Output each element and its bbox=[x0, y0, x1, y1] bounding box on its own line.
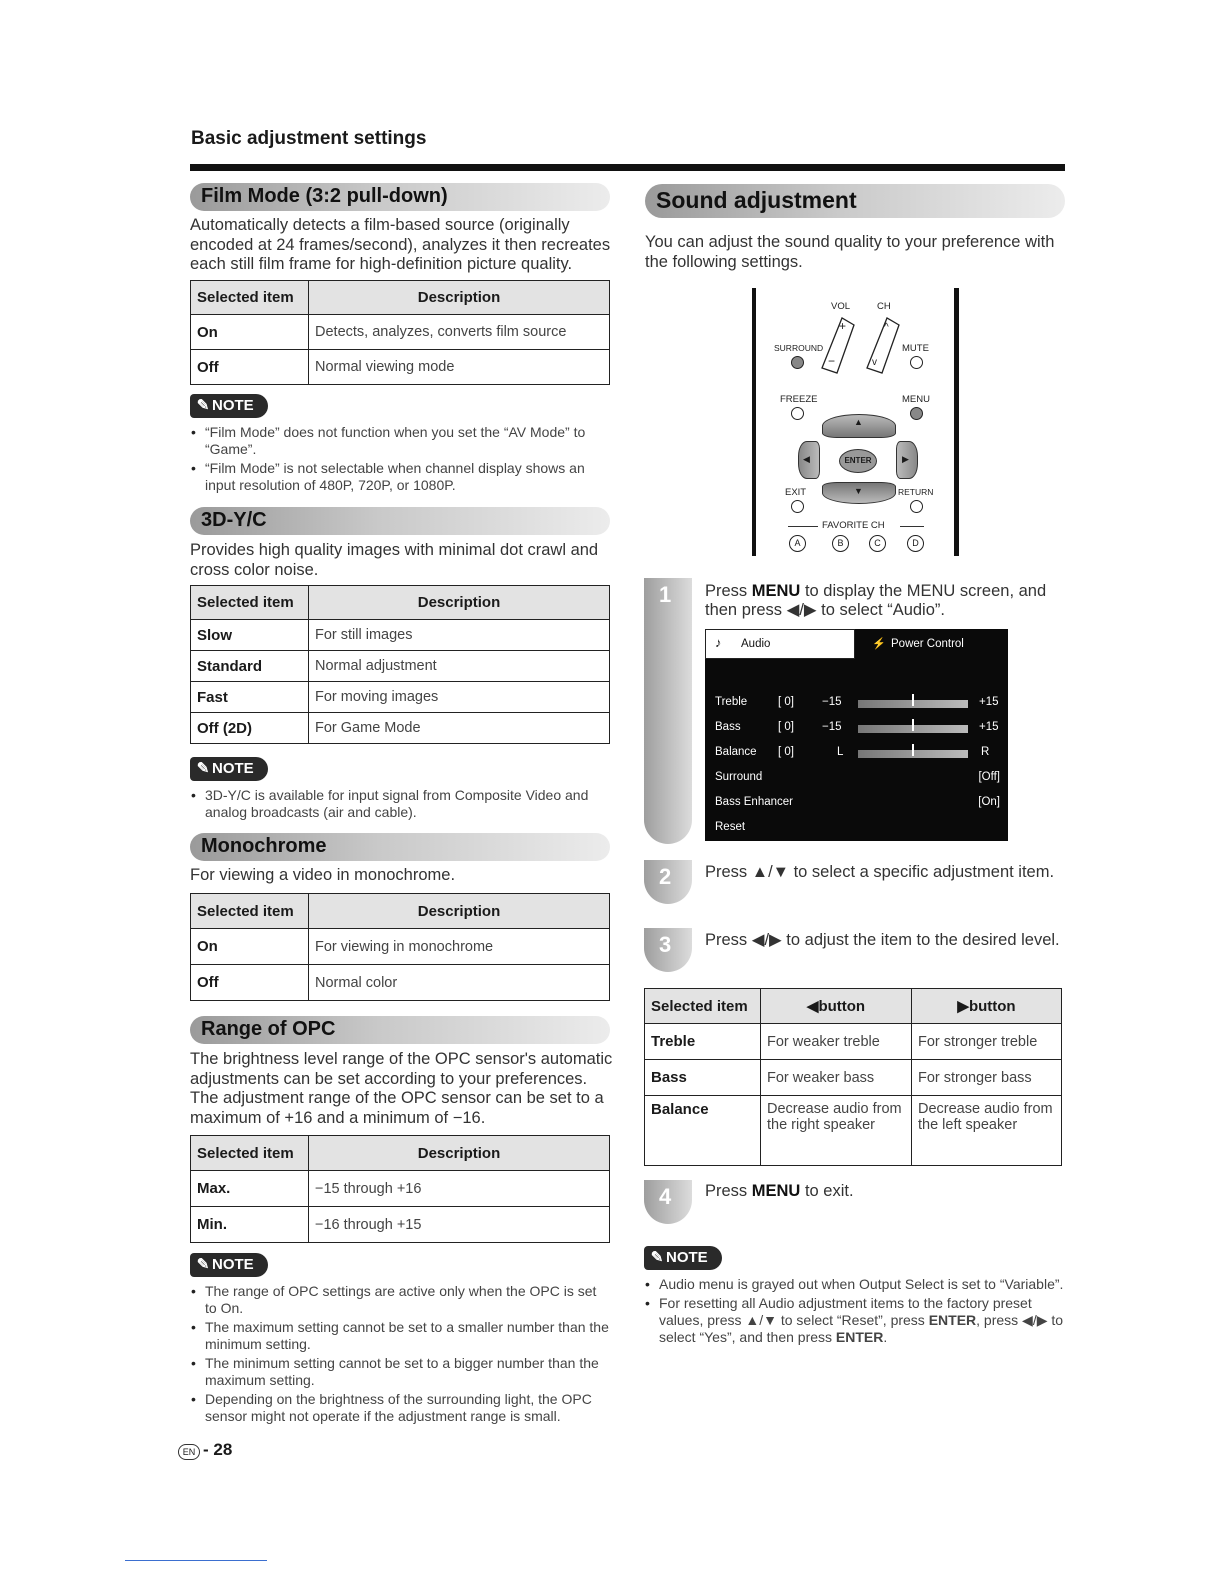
table-header: Description bbox=[309, 586, 610, 620]
table-row bbox=[645, 1060, 1062, 1096]
step-text-part: to display the MENU screen, and then press ◀/▶ to select “Audio”. bbox=[705, 582, 1047, 619]
svg-text:+: + bbox=[839, 319, 847, 333]
divider bbox=[788, 526, 818, 527]
freeze-label: FREEZE bbox=[780, 394, 818, 405]
menu-row-label: Treble bbox=[715, 696, 748, 708]
menu-button[interactable] bbox=[910, 407, 923, 420]
list-item: • The minimum setting cannot be set to a bigger number than the maximum setting. bbox=[191, 1355, 611, 1389]
step-2-text: Press ▲/▼ to select a specific adjustment item. bbox=[705, 863, 1055, 881]
pencil-icon: ✎ bbox=[650, 1249, 664, 1266]
menu-row-value: [ 0] bbox=[778, 746, 794, 758]
mute-button[interactable] bbox=[910, 356, 923, 369]
bass-slider[interactable] bbox=[858, 725, 968, 733]
note-label: NOTE bbox=[212, 760, 254, 777]
table-cell-desc: Normal viewing mode bbox=[309, 350, 610, 385]
footer-line bbox=[125, 1560, 267, 1561]
sound-intro: You can adjust the sound quality to your preference with the following settings. bbox=[645, 233, 1055, 271]
step-1-tab bbox=[644, 578, 692, 844]
table-cell-desc: For moving images bbox=[309, 682, 610, 713]
yc3d-intro: Provides high quality images with minimal dot crawl and cross color noise. bbox=[190, 541, 599, 579]
fav-a-button[interactable]: A bbox=[789, 535, 806, 552]
table-cell-item: Treble bbox=[645, 1024, 761, 1060]
remote-edge-left bbox=[752, 288, 756, 556]
table-cell-item: Bass bbox=[645, 1060, 761, 1096]
slider-min: −15 bbox=[822, 696, 842, 708]
up-triangle-icon: ▲ bbox=[854, 417, 863, 427]
step-text-bold: MENU bbox=[751, 1182, 801, 1200]
monochrome-intro: For viewing a video in monochrome. bbox=[190, 866, 456, 884]
table-cell-desc: Normal color bbox=[309, 965, 610, 1001]
step-4-tab bbox=[644, 1180, 692, 1224]
table-cell-desc: −15 through +16 bbox=[309, 1171, 610, 1207]
table-row bbox=[191, 1171, 610, 1207]
left-arrow-button[interactable] bbox=[798, 441, 820, 479]
opc-heading-bar bbox=[190, 1016, 610, 1044]
list-item bbox=[645, 1295, 1065, 1346]
list-item: • The range of OPC settings are active only when the OPC is set to On. bbox=[191, 1283, 611, 1317]
page-number-value: 28 bbox=[213, 1440, 233, 1459]
menu-row-label: Bass Enhancer bbox=[715, 796, 793, 808]
table-cell-desc: For viewing in monochrome bbox=[309, 929, 610, 965]
fav-d-button[interactable]: D bbox=[907, 535, 924, 552]
pencil-icon: ✎ bbox=[196, 397, 210, 414]
table-cell-right: For stronger bass bbox=[912, 1060, 1062, 1096]
table-cell-item: Off bbox=[191, 965, 309, 1001]
tab-power-label: Power Control bbox=[891, 638, 964, 650]
audio-menu-screen bbox=[705, 629, 1008, 841]
pencil-icon: ✎ bbox=[196, 760, 210, 777]
step-text-bold: MENU bbox=[751, 582, 801, 600]
step-text-part: Press bbox=[705, 1182, 752, 1200]
menu-row-bass[interactable] bbox=[715, 719, 1000, 741]
table-header: Selected item bbox=[191, 281, 309, 315]
tab-power-control[interactable] bbox=[857, 629, 1008, 659]
film-mode-notes bbox=[191, 424, 611, 496]
table-cell-item: Min. bbox=[191, 1207, 309, 1243]
note-badge bbox=[190, 757, 268, 781]
step-4-text bbox=[705, 1182, 1065, 1201]
sound-table bbox=[644, 988, 1062, 1166]
slider-handle[interactable] bbox=[912, 744, 914, 756]
table-cell-left: For weaker bass bbox=[761, 1060, 912, 1096]
table-cell-right: Decrease audio from the left speaker bbox=[912, 1096, 1062, 1166]
menu-row-label: Surround bbox=[715, 771, 763, 783]
step-2-tab bbox=[644, 860, 692, 904]
yc3d-notes bbox=[191, 787, 611, 823]
list-item: • 3D-Y/C is available for input signal from Composite Video and analog broadcasts (air and cable). bbox=[191, 787, 611, 821]
note-badge bbox=[190, 1253, 268, 1277]
step-number: 2 bbox=[659, 864, 672, 889]
opc-heading: Range of OPC bbox=[201, 1018, 336, 1040]
step-text-part: Press bbox=[705, 582, 752, 600]
mute-label: MUTE bbox=[902, 343, 929, 354]
yc3d-heading: 3D-Y/C bbox=[201, 509, 267, 531]
table-cell-desc: For Game Mode bbox=[309, 713, 610, 744]
step-number: 3 bbox=[659, 932, 672, 957]
right-triangle-icon: ▶ bbox=[902, 454, 909, 464]
list-item: • Depending on the brightness of the surrounding light, the OPC sensor might not operate if the adjustment range is small. bbox=[191, 1391, 611, 1425]
menu-row-label: Reset bbox=[715, 821, 746, 833]
table-cell-desc: Detects, analyzes, converts film source bbox=[309, 315, 610, 350]
table-cell-left: For weaker treble bbox=[761, 1024, 912, 1060]
sound-notes bbox=[645, 1276, 1065, 1348]
table-cell-left: Decrease audio from the right speaker bbox=[761, 1096, 912, 1166]
fav-b-button[interactable]: B bbox=[832, 535, 849, 552]
slider-max: R bbox=[981, 746, 990, 758]
note-text-part: . bbox=[883, 1329, 888, 1345]
menu-row-label: Bass bbox=[715, 721, 741, 733]
menu-row-value: [ 0] bbox=[778, 721, 794, 733]
left-triangle-icon: ◀ bbox=[803, 454, 810, 464]
table-cell-item: Fast bbox=[191, 682, 309, 713]
table-header: Description bbox=[309, 894, 610, 929]
note-badge bbox=[190, 394, 268, 418]
table-cell-desc: Normal adjustment bbox=[309, 651, 610, 682]
slider-min: L bbox=[837, 746, 844, 758]
table-header: Selected item bbox=[191, 894, 309, 929]
menu-row-value: [ 0] bbox=[778, 696, 794, 708]
header-rule bbox=[190, 164, 1065, 171]
pencil-icon: ✎ bbox=[196, 1256, 210, 1273]
step-number: 1 bbox=[659, 582, 672, 607]
step-number: 4 bbox=[659, 1184, 672, 1209]
table-row bbox=[191, 965, 610, 1001]
power-icon: ⚡ bbox=[872, 638, 886, 650]
audio-icon: ♪ bbox=[715, 635, 722, 650]
table-cell-item: Standard bbox=[191, 651, 309, 682]
vol-ch-rockers bbox=[812, 313, 912, 378]
slider-handle[interactable] bbox=[912, 694, 914, 706]
page-title: Basic adjustment settings bbox=[191, 128, 427, 149]
menu-row-label: Balance bbox=[715, 746, 757, 758]
list-item: • The maximum setting cannot be set to a smaller number than the minimum setting. bbox=[191, 1319, 611, 1353]
exit-label: EXIT bbox=[785, 487, 807, 498]
surround-button[interactable] bbox=[791, 356, 804, 369]
note-label: NOTE bbox=[212, 397, 254, 414]
table-row bbox=[645, 1096, 1062, 1166]
menu-row-balance[interactable] bbox=[715, 744, 1000, 766]
table-row bbox=[191, 620, 610, 651]
sound-heading-bar bbox=[645, 184, 1065, 218]
favorite-ch-label: FAVORITE CH bbox=[822, 520, 885, 531]
step-3-tab bbox=[644, 928, 692, 972]
table-cell-item: Off bbox=[191, 350, 309, 385]
remote-edge-right bbox=[954, 288, 959, 556]
note-text-part: For resetting all Audio adjustment items to the factory preset values, press ▲/▼ to select “Reset”, press bbox=[659, 1295, 1032, 1328]
film-mode-intro: Automatically detects a film-based source (originally encoded at 24 frames/second), analyzes it then recreates each still film frame for high-definition picture quality. bbox=[190, 216, 611, 273]
right-arrow-button[interactable] bbox=[896, 441, 918, 479]
table-header: Selected item bbox=[645, 989, 761, 1024]
return-label: RETURN bbox=[898, 487, 934, 497]
treble-slider[interactable] bbox=[858, 700, 968, 708]
note-label: NOTE bbox=[212, 1256, 254, 1273]
table-header: Description bbox=[309, 1136, 610, 1171]
monochrome-table bbox=[190, 893, 610, 1001]
menu-row-reset[interactable] bbox=[715, 819, 1000, 841]
menu-label: MENU bbox=[902, 394, 930, 405]
fav-c-button[interactable]: C bbox=[869, 535, 886, 552]
table-cell-item: On bbox=[191, 929, 309, 965]
table-cell-item: Max. bbox=[191, 1171, 309, 1207]
menu-row-setting: [Off] bbox=[978, 771, 1000, 783]
slider-max: +15 bbox=[979, 721, 999, 733]
return-button[interactable] bbox=[910, 500, 923, 513]
svg-text:−: − bbox=[828, 354, 836, 368]
table-row bbox=[191, 682, 610, 713]
slider-min: −15 bbox=[822, 721, 842, 733]
table-cell-item: On bbox=[191, 315, 309, 350]
table-row bbox=[645, 1024, 1062, 1060]
note-text-bold: ENTER bbox=[928, 1312, 977, 1328]
table-row bbox=[191, 929, 610, 965]
slider-max: +15 bbox=[979, 696, 999, 708]
film-mode-table bbox=[190, 280, 610, 385]
table-row bbox=[191, 350, 610, 385]
yc3d-table bbox=[190, 585, 610, 744]
list-item: • “Film Mode” is not selectable when channel display shows an input resolution of 480P, 720P, or 1080P. bbox=[191, 460, 611, 494]
enter-button[interactable]: ENTER bbox=[839, 449, 877, 473]
menu-row-bass-enhancer[interactable] bbox=[715, 794, 1000, 816]
table-header: ◀button bbox=[761, 989, 912, 1024]
table-cell-desc: −16 through +15 bbox=[309, 1207, 610, 1243]
language-badge: EN bbox=[178, 1444, 200, 1460]
menu-row-treble[interactable] bbox=[715, 694, 1000, 716]
table-cell-item: Balance bbox=[645, 1096, 761, 1166]
note-badge bbox=[644, 1246, 722, 1270]
down-arrow-button[interactable] bbox=[822, 482, 896, 504]
table-row bbox=[191, 315, 610, 350]
opc-table bbox=[190, 1135, 610, 1243]
monochrome-heading-bar bbox=[190, 833, 610, 861]
table-row bbox=[191, 651, 610, 682]
svg-text:v: v bbox=[872, 357, 877, 368]
divider bbox=[900, 526, 924, 527]
opc-intro: The brightness level range of the OPC sensor's automatic adjustments can be set according to your preferences. The adjustment range of the OPC sensor can be set to a maximum of +16 and a minimum of −16. bbox=[190, 1050, 613, 1127]
table-row bbox=[191, 713, 610, 744]
monochrome-heading: Monochrome bbox=[201, 835, 327, 857]
table-cell-item: Slow bbox=[191, 620, 309, 651]
surround-label: SURROUND bbox=[774, 343, 824, 353]
menu-row-setting: [On] bbox=[978, 796, 1000, 808]
note-label: NOTE bbox=[666, 1249, 708, 1266]
table-header: Selected item bbox=[191, 1136, 309, 1171]
film-mode-heading: Film Mode (3:2 pull-down) bbox=[201, 185, 448, 207]
remote-control-illustration bbox=[752, 288, 962, 556]
table-header: Description bbox=[309, 281, 610, 315]
table-cell-item: Off (2D) bbox=[191, 713, 309, 744]
menu-row-surround[interactable] bbox=[715, 769, 1000, 791]
table-row bbox=[191, 1207, 610, 1243]
balance-slider[interactable] bbox=[858, 750, 968, 758]
ch-label: CH bbox=[877, 301, 891, 312]
opc-notes bbox=[191, 1283, 611, 1427]
table-cell-right: For stronger treble bbox=[912, 1024, 1062, 1060]
up-arrow-button[interactable] bbox=[822, 414, 896, 438]
page-number: EN - 28 bbox=[178, 1440, 232, 1460]
film-mode-heading-bar bbox=[190, 183, 610, 211]
vol-label: VOL bbox=[831, 301, 851, 312]
table-header: ▶button bbox=[912, 989, 1062, 1024]
note-text-bold: ENTER bbox=[835, 1329, 884, 1345]
freeze-button[interactable] bbox=[791, 407, 804, 420]
yc3d-heading-bar bbox=[190, 507, 610, 535]
step-text-part: to exit. bbox=[800, 1182, 854, 1200]
table-header: Selected item bbox=[191, 586, 309, 620]
tab-audio-label: Audio bbox=[741, 638, 771, 650]
list-item: • Audio menu is grayed out when Output Select is set to “Variable”. bbox=[645, 1276, 1065, 1293]
svg-text:^: ^ bbox=[884, 322, 889, 333]
step-1-text bbox=[705, 582, 1065, 620]
sound-heading: Sound adjustment bbox=[656, 187, 857, 213]
exit-button[interactable] bbox=[791, 500, 804, 513]
tab-audio[interactable] bbox=[705, 629, 855, 659]
slider-handle[interactable] bbox=[912, 719, 914, 731]
step-3-text: Press ◀/▶ to adjust the item to the desired level. bbox=[705, 931, 1060, 949]
note-text-part: , press ◀/▶ to select “Yes”, and then press bbox=[659, 1312, 1064, 1345]
table-cell-desc: For still images bbox=[309, 620, 610, 651]
list-item: • “Film Mode” does not function when you set the “AV Mode” to “Game”. bbox=[191, 424, 611, 458]
down-triangle-icon: ▼ bbox=[854, 486, 863, 496]
